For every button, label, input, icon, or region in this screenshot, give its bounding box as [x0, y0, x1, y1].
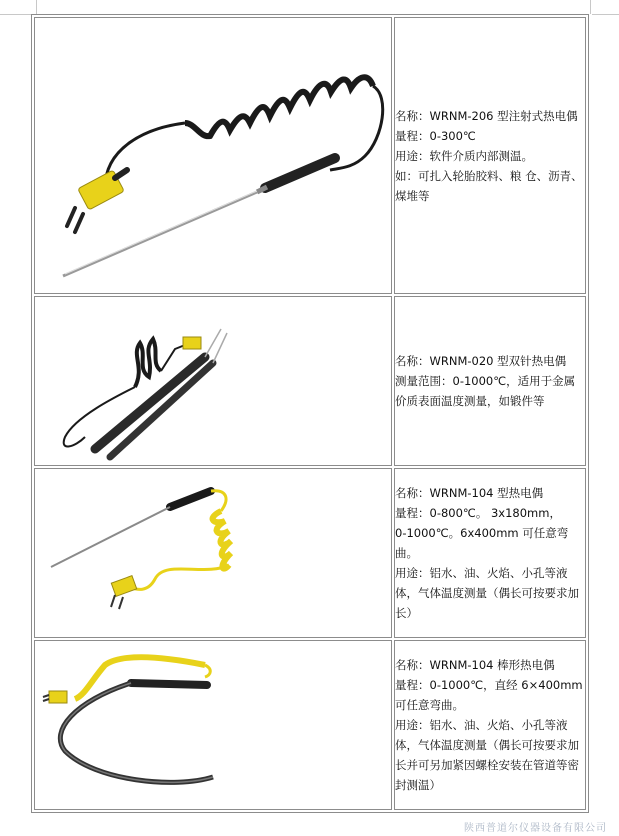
product-table: [31, 14, 589, 813]
product-name: 名称：WRNM-206 型注射式热电偶: [395, 108, 578, 123]
table-row: [34, 468, 586, 638]
crop-mark: [36, 0, 37, 14]
product-range: 量程：0-300℃: [395, 128, 476, 143]
product-name: 名称：WRNM-020 型双针热电偶: [395, 354, 567, 368]
company-watermark: 陕西普道尔仪器设备有限公司: [464, 823, 607, 834]
product-range-2: 0-1000℃。6x400mm 可任意弯曲。: [395, 526, 569, 560]
product-example: 如：可扎入轮胎胶料、粮 仓、沥青、煤堆等: [395, 168, 583, 203]
product-usage: 用途：铝水、油、火焰、小孔等液体，气体温度测量（偶长可按要求加长）: [395, 566, 579, 620]
product-image-cell: [34, 640, 392, 810]
product-usage: 用途：铝水、油、火焰、小孔等液体，气体温度测量（偶长可按要求加长并可另加紧因螺栓安装在管道等密封测温）: [395, 718, 579, 792]
yellow-coil-thermocouple-icon: [35, 469, 391, 637]
spiral-cable-thermocouple-icon: [35, 18, 391, 293]
product-info-cell: [394, 640, 586, 810]
product-info-cell: [394, 17, 586, 294]
product-info-cell: [394, 296, 586, 466]
product-image-cell: [34, 296, 392, 466]
product-image-cell: [34, 17, 392, 294]
product-image-cell: [34, 468, 392, 638]
twin-needle-thermocouple-icon: [35, 297, 391, 465]
product-range: 量程：0-800℃。 3x180mm，: [395, 506, 561, 520]
crop-mark: [592, 14, 619, 15]
table-row: [34, 17, 586, 294]
product-name: 名称：WRNM-104 型热电偶: [395, 486, 544, 500]
product-range: 量程：0-1000℃，直经 6×400mm 可任意弯曲。: [395, 678, 583, 712]
product-usage: 用途：软件介质内部测温。: [395, 148, 533, 163]
bendable-rod-thermocouple-icon: [35, 641, 391, 809]
table-row: [34, 640, 586, 810]
crop-mark: [590, 0, 591, 14]
product-name: 名称：WRNM-104 棒形热电偶: [395, 658, 555, 672]
product-range: 测量范围：0-1000℃，适用于金属价质表面温度测量，如锻件等: [395, 374, 576, 408]
product-info-cell: [394, 468, 586, 638]
table-row: [34, 296, 586, 466]
